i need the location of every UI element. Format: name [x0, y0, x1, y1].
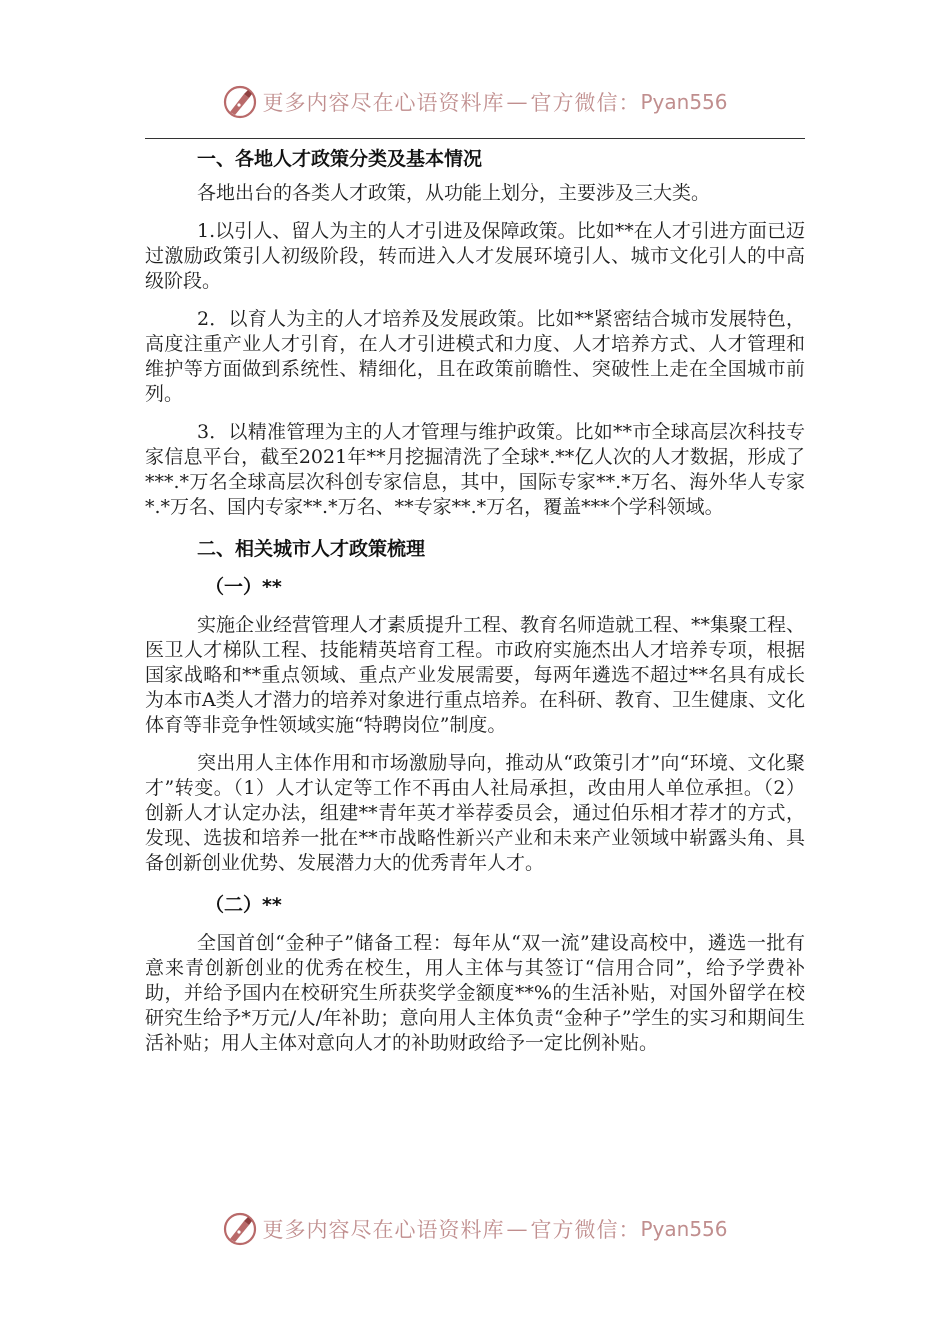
- section-2-heading: 二、相关城市人才政策梳理: [197, 538, 426, 560]
- paragraph-2: 1.以引人、留人为主的人才引进及保障政策。比如**在人才引进方面已迈过激励政策引人初级阶段，转而进入人才发展环境引人、城市文化引人的中高级阶段。: [145, 220, 805, 292]
- watermark-separator: —: [506, 1217, 529, 1241]
- paragraph-7: 全国首创“金种子”储备工程：每年从“双一流”建设高校中，遴选一批有意来青创新创业的优秀在校生，用人主体与其签订“信用合同”，给予学费补助，并给予国内在校研究生所获奖学金额度**%的生活补贴，对国外留学在校研究生给予*万元/人/年补助；意向用人主体负责“金种子”学生的实习和期间生活补贴；用人主体对意向人才的补助财政给予一定比例补贴。: [145, 932, 805, 1054]
- subsection-2-heading: （二）**: [205, 894, 282, 916]
- watermark-wechat-id: Pyan556: [640, 1217, 728, 1241]
- document-body: [145, 143, 805, 1069]
- watermark-wechat-id: Pyan556: [640, 90, 728, 114]
- watermark-brand-text: 更多内容尽在心语资料库: [262, 91, 505, 115]
- paragraph-5: 实施企业经营管理人才素质提升工程、教育名师造就工程、**集聚工程、医卫人才梯队工程、技能精英培育工程。市政府实施杰出人才培养专项，根据国家战略和**重点领域、重点产业发展需要，每两年遴选不超过**名具有成长为本市A类人才潜力的培养对象进行重点培养。在科研、教育、卫生健康、文化体育等非竞争性领域实施“特聘岗位”制度。: [145, 614, 806, 736]
- paragraph-4: 3．以精准管理为主的人才管理与维护政策。比如**市全球高层次科技专家信息平台，截至2021年**月挖掘清洗了全球*.**亿人次的人才数据，形成了***.*万名全球高层次科创专家信息，其中，国际专家**.*万名、海外华人专家*.*万名、国内专家**.*万名、**专家**.*万名，覆盖***个学科领域。: [145, 421, 805, 518]
- pen-nib-logo-icon: [222, 1211, 258, 1247]
- paragraph-3: 2．以育人为主的人才培养及发展政策。比如**紧密结合城市发展特色，高度注重产业人才引育，在人才引进模式和力度、人才培养方式、人才管理和维护等方面做到系统性、精细化，且在政策前瞻性、突破性上走在全国城市前列。: [145, 308, 805, 405]
- subsection-1-heading: （一）**: [205, 576, 282, 598]
- section-1-heading: 一、各地人才政策分类及基本情况: [197, 148, 483, 170]
- watermark-wechat-label: 官方微信：: [530, 1218, 641, 1242]
- paragraph-6: 突出用人主体作用和市场激励导向，推动从“政策引才”向“环境、文化聚才”转变。（1）人才认定等工作不再由人社局承担，改由用人单位承担。（2）创新人才认定办法，组建**青年英才举荐委员会，通过伯乐相才荐才的方式，发现、选拔和培养一批在**市战略性新兴产业和未来产业领域中崭露头角、具备创新创业优势、发展潜力大的优秀青年人才。: [145, 752, 805, 874]
- watermark-banner-bottom: [0, 1207, 950, 1251]
- paragraph-1: 各地出台的各类人才政策，从功能上划分，主要涉及三大类。: [197, 182, 711, 204]
- watermark-wechat-label: 官方微信：: [530, 91, 641, 115]
- watermark-banner-top: [0, 80, 950, 124]
- watermark-separator: —: [506, 90, 529, 114]
- watermark-brand-text: 更多内容尽在心语资料库: [262, 1218, 505, 1242]
- header-divider: [145, 138, 805, 139]
- pen-nib-logo-icon: [222, 84, 258, 120]
